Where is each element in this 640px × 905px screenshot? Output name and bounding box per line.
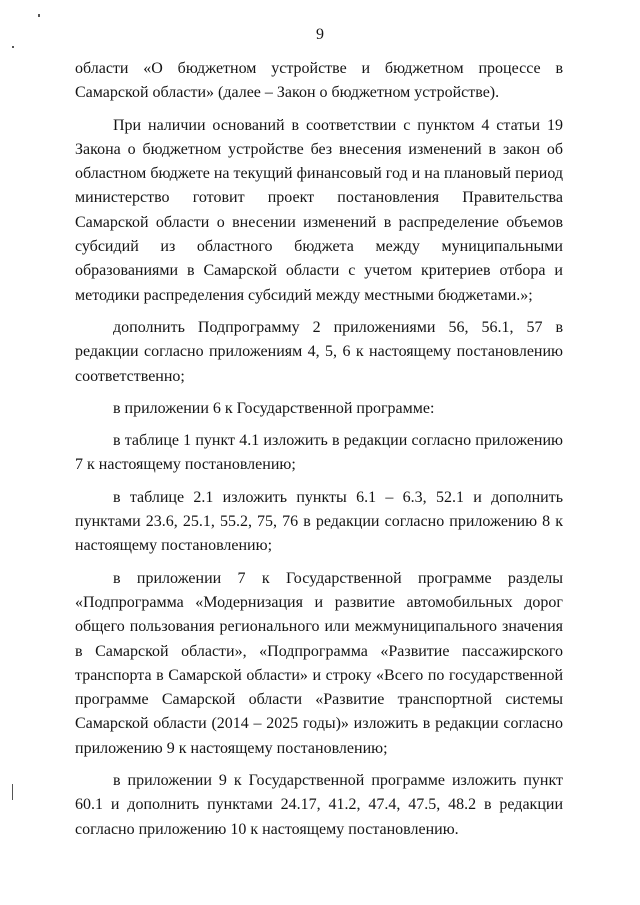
scan-mark [12, 784, 13, 800]
paragraph: в приложении 9 к Государственной программе изложить пункт 60.1 и дополнить пунктами 24.17, 41.2, 47.4, 47.5, 48.2 в редакции согласно приложению 10 к настоящему постановлению. [75, 772, 563, 838]
paragraph: в таблице 1 пункт 4.1 изложить в редакции согласно приложению 7 к настоящему постановлению; [75, 432, 563, 474]
paragraph: области «О бюджетном устройстве и бюджетном процессе в Самарской области» (далее – Закон о бюджетном устройстве). [75, 60, 563, 102]
paragraph: При наличии оснований в соответствии с пунктом 4 статьи 19 Закона о бюджетном устройстве без внесения изменений в закон об областном бюджете на текущий финансовый год и на плановый период министерство готовит проект постановления Правительства Самарской области о внесении изменений в распределение объемов субсидий из областного бюджета между муниципальными образованиями в Самарской области с учетом критериев отбора и методики распределения субсидий между местными бюджетами.»; [75, 116, 563, 304]
paragraph: в таблице 2.1 изложить пункты 6.1 – 6.3, 52.1 и дополнить пунктами 23.6, 25.1, 55.2, 75, 76 в редакции согласно приложению 8 к настоящему постановлению; [75, 488, 563, 555]
document-body [75, 57, 563, 850]
scan-speck [12, 46, 14, 48]
scan-speck [38, 14, 40, 17]
paragraph: в приложении 7 к Государственной программе разделы «Подпрограмма «Модернизация и развитие автомобильных дорог общего пользования регионального или межмуниципального значения в Самарской области», «Подпрограмма «Развитие пассажирского транспорта в Самарской области» и строку «Всего по государственной программе Самарской области «Развитие транспортной системы Самарской области (2014 – 2025 годы)» изложить в редакции согласно приложению 9 к настоящему постановлению; [75, 569, 563, 757]
paragraph: дополнить Подпрограмму 2 приложениями 56, 56.1, 57 в редакции согласно приложениям 4, 5, 6 к настоящему постановлению соответственно; [75, 318, 563, 385]
page-number: 9 [316, 26, 324, 43]
paragraph: в приложении 6 к Государственной программе: [113, 399, 435, 417]
